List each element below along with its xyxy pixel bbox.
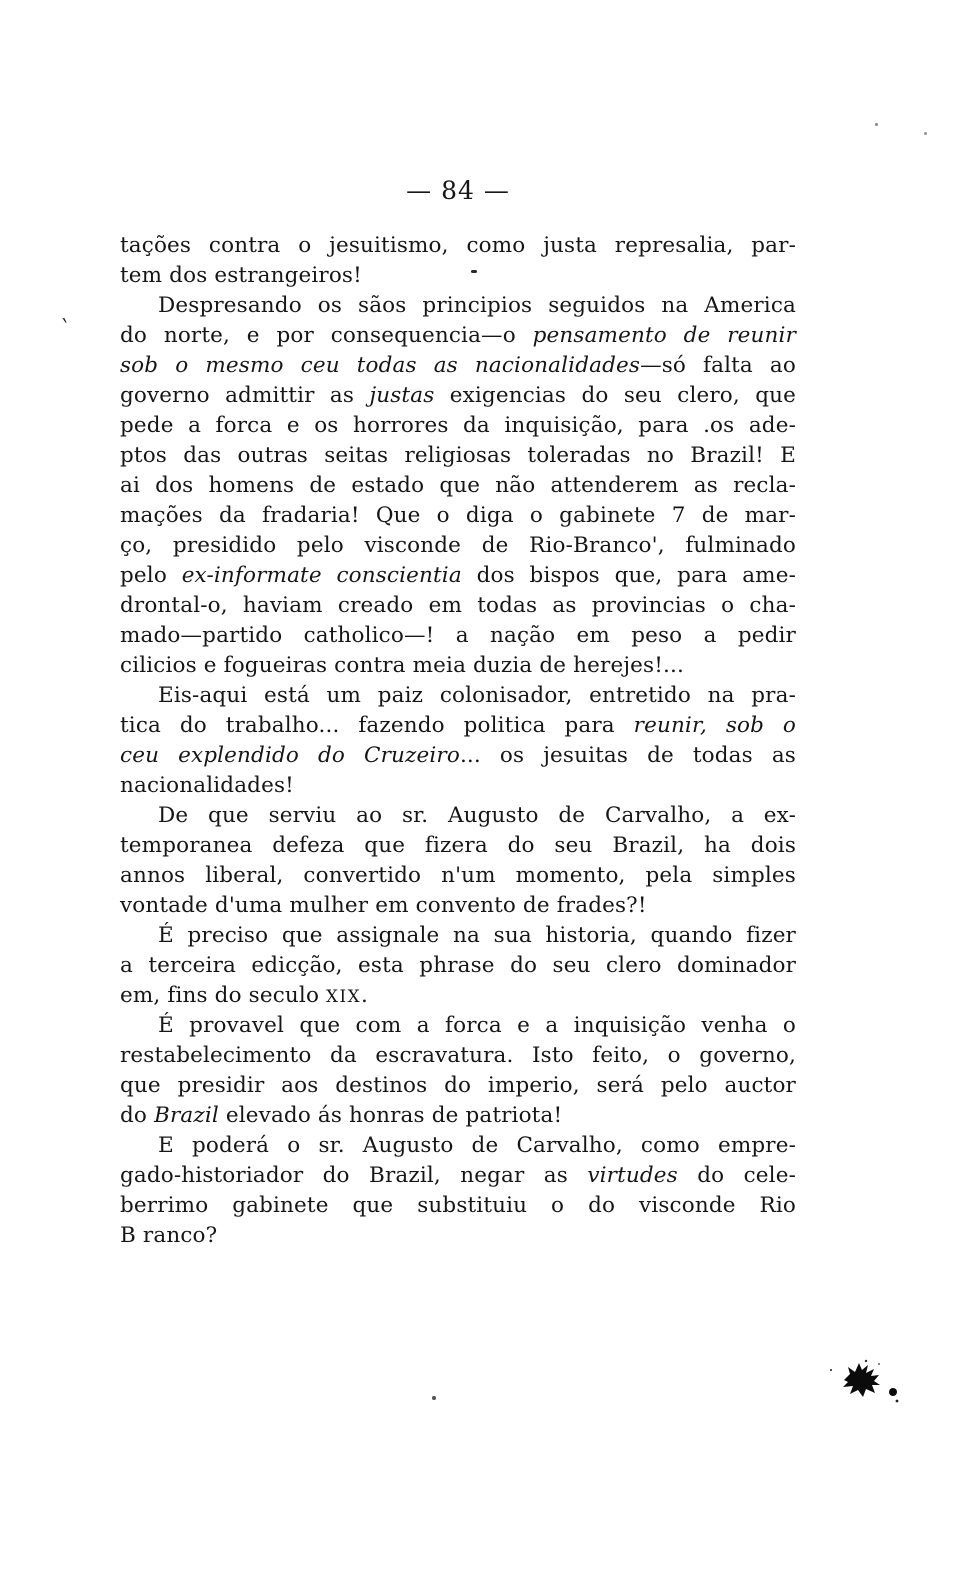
body-text: governo admittir as — [120, 383, 370, 408]
body-text: XIX — [326, 986, 362, 1006]
body-text: tem dos estrangeiros! — [120, 263, 362, 288]
text-line — [120, 711, 796, 741]
body-text: do — [120, 1103, 154, 1128]
body-text: gado-historiador do Brazil, negar as — [120, 1163, 588, 1188]
text-line — [120, 681, 796, 711]
body-text: ptos das outras seitas religiosas toleradas no Brazil! E — [120, 443, 796, 468]
body-text: que presidir aos destinos do imperio, será pelo auctor — [120, 1073, 796, 1098]
italic-text: reunir, sob o — [633, 713, 797, 738]
text-line — [120, 951, 796, 981]
text-line — [120, 831, 796, 861]
body-text: pede a forca e os horrores da inquisição, para .os ade- — [120, 413, 796, 438]
body-text: exigencias do seu clero, que — [434, 383, 796, 408]
body-text: dos bispos que, para ame- — [461, 563, 796, 588]
text-line — [120, 801, 796, 831]
text-line — [120, 1161, 796, 1191]
body-text: a terceira edicção, esta phrase do seu clero dominador — [120, 953, 796, 978]
text-line — [120, 591, 796, 621]
body-text: restabelecimento da escravatura. Isto feito, o governo, — [120, 1043, 796, 1068]
text-line — [120, 381, 796, 411]
body-text: B ranco? — [120, 1223, 218, 1248]
text-line — [120, 561, 796, 591]
body-text: cilicios e fogueiras contra meia duzia de herejes!... — [120, 653, 684, 678]
text-line — [120, 891, 796, 921]
text-line — [120, 861, 796, 891]
text-line — [120, 471, 796, 501]
text-line — [120, 261, 796, 291]
italic-text: ceu explendido do Cruzeiro — [120, 743, 460, 768]
text-line — [120, 351, 796, 381]
body-text: . — [361, 983, 369, 1008]
italic-text: Brazil — [154, 1103, 219, 1128]
body-text: mações da fradaria! Que o diga o gabinete 7 de mar- — [120, 503, 796, 528]
body-text: temporanea defeza que fizera do seu Brazil, ha dois — [120, 833, 796, 858]
body-text: do cele- — [677, 1163, 796, 1188]
italic-text: justas — [369, 383, 435, 408]
text-line — [120, 1221, 796, 1251]
italic-text: virtudes — [587, 1163, 678, 1188]
text-line — [120, 1041, 796, 1071]
body-text: nacionalidades! — [120, 773, 294, 798]
text-line — [120, 441, 796, 471]
text-block — [120, 231, 796, 1251]
body-text: —só falta ao — [640, 353, 796, 378]
body-text: do norte, e por consequencia—o — [120, 323, 533, 348]
body-text: E poderá o sr. Augusto de Carvalho, como empre- — [158, 1133, 796, 1158]
text-line — [120, 231, 796, 261]
text-line — [120, 501, 796, 531]
text-line — [120, 921, 796, 951]
ink-speck — [471, 270, 477, 273]
page-number: — 84 — — [406, 176, 510, 205]
text-line — [120, 1131, 796, 1161]
body-text: tações contra o jesuitismo, como justa represalia, par- — [120, 233, 796, 258]
text-line — [120, 1101, 796, 1131]
body-text: em, fins do seculo — [120, 983, 327, 1008]
body-text: mado—partido catholico—! a nação em peso a pedir — [120, 623, 796, 648]
italic-text: pensamento de reunir — [532, 323, 797, 348]
body-text: drontal-o, haviam creado em todas as provincias o cha- — [120, 593, 796, 618]
text-line — [120, 621, 796, 651]
text-line — [120, 741, 796, 771]
body-text: tica do trabalho... fazendo politica para — [120, 713, 634, 738]
ink-speck — [875, 123, 878, 126]
stray-margin-mark: ˋ — [57, 316, 72, 343]
body-text: berrimo gabinete que substituiu o do visconde Rio — [120, 1193, 796, 1218]
text-line — [120, 771, 796, 801]
body-text: annos liberal, convertido n'um momento, pela simples — [120, 863, 796, 888]
ink-speck — [432, 1396, 436, 1400]
text-line — [120, 411, 796, 441]
body-text: Despresando os sãos principios seguidos na America — [158, 293, 796, 318]
body-text: ai dos homens de estado que não attenderem as recla- — [120, 473, 796, 498]
body-text: pelo — [120, 563, 182, 588]
italic-text: sob o mesmo ceu todas as nacionalidades — [120, 353, 641, 378]
body-text: ço, presidido pelo visconde de Rio-Branco', fulminado — [120, 533, 796, 558]
text-line — [120, 1071, 796, 1101]
text-line — [120, 651, 796, 681]
text-line — [120, 531, 796, 561]
text-line — [120, 981, 796, 1011]
body-text: Eis-aqui está um paiz colonisador, entretido na pra- — [158, 683, 796, 708]
text-line — [120, 1191, 796, 1221]
text-line — [120, 321, 796, 351]
body-text: É provavel que com a forca e a inquisição venha o — [158, 1013, 796, 1038]
body-text: elevado ás honras de patriota! — [218, 1103, 563, 1128]
ink-speck — [924, 132, 927, 135]
ink-blot-mark — [822, 1352, 914, 1414]
text-line — [120, 291, 796, 321]
body-text: De que serviu ao sr. Augusto de Carvalho, a ex- — [158, 803, 796, 828]
body-text: vontade d'uma mulher em convento de frades?! — [120, 893, 647, 918]
body-text: ... os jesuitas de todas as — [459, 743, 796, 768]
italic-text: ex-informate conscientia — [181, 563, 462, 588]
body-text: É preciso que assignale na sua historia, quando fizer — [158, 923, 796, 948]
text-line — [120, 1011, 796, 1041]
